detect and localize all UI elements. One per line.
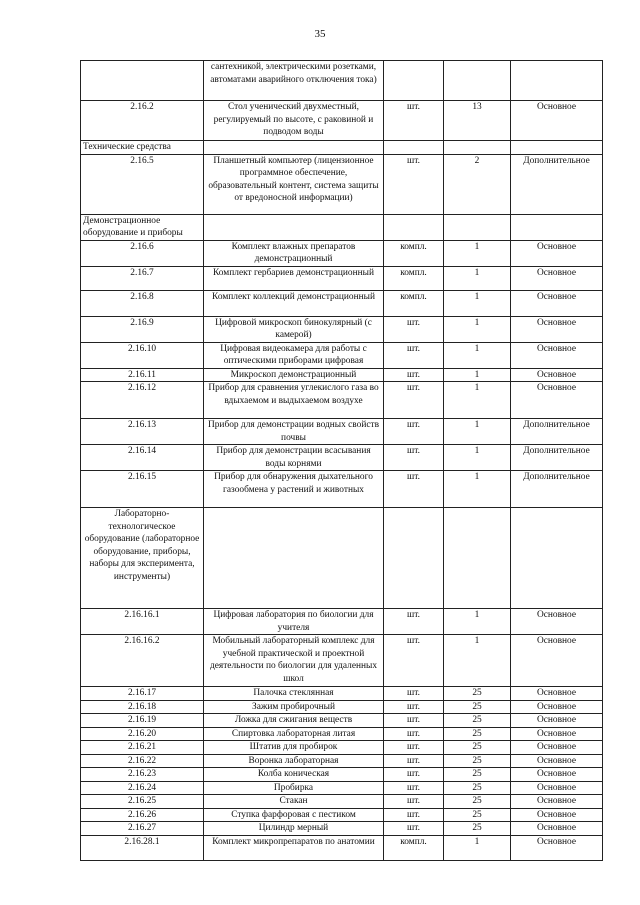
empty-cell: [204, 141, 384, 155]
item-type: Основное: [511, 795, 603, 809]
item-number: 2.16.17: [81, 687, 204, 701]
table-row: [81, 822, 603, 836]
item-name: Зажим пробирочный: [204, 700, 384, 714]
item-type: Основное: [511, 754, 603, 768]
item-type: Основное: [511, 687, 603, 701]
item-quantity: 25: [444, 727, 511, 741]
item-number: 2.16.13: [81, 419, 204, 445]
item-quantity: 25: [444, 687, 511, 701]
item-quantity: 1: [444, 382, 511, 419]
table-row: [81, 687, 603, 701]
table-row: [81, 240, 603, 266]
table-row: [81, 382, 603, 419]
item-number: 2.16.24: [81, 781, 204, 795]
item-unit: шт.: [384, 154, 444, 214]
item-number: 2.16.11: [81, 368, 204, 382]
empty-cell: [511, 508, 603, 609]
item-type: Основное: [511, 700, 603, 714]
item-number: 2.16.26: [81, 808, 204, 822]
section-label: Демонстрационное оборудование и приборы: [81, 214, 204, 240]
item-type: Основное: [511, 316, 603, 342]
item-type: Основное: [511, 266, 603, 290]
item-quantity: 1: [444, 316, 511, 342]
item-unit: шт.: [384, 445, 444, 471]
section-row: [81, 508, 603, 609]
empty-cell: [444, 141, 511, 155]
item-quantity: 1: [444, 419, 511, 445]
item-unit: шт.: [384, 316, 444, 342]
item-number: 2.16.14: [81, 445, 204, 471]
item-unit: шт.: [384, 808, 444, 822]
item-type: Дополнительное: [511, 471, 603, 508]
item-name: Воронка лабораторная: [204, 754, 384, 768]
item-unit: шт.: [384, 687, 444, 701]
section-label: Лабораторно-технологическое оборудование (лабораторное оборудование, приборы, наборы для эксперимента, инструменты): [81, 508, 204, 609]
item-number: 2.16.16.2: [81, 635, 204, 687]
item-number: 2.16.16.1: [81, 609, 204, 635]
item-quantity: 25: [444, 768, 511, 782]
item-name: Пробирка: [204, 781, 384, 795]
item-quantity: 25: [444, 754, 511, 768]
item-unit: шт.: [384, 727, 444, 741]
item-unit: шт.: [384, 609, 444, 635]
item-quantity: 1: [444, 266, 511, 290]
section-row: [81, 214, 603, 240]
item-unit: шт.: [384, 471, 444, 508]
item-quantity: 25: [444, 700, 511, 714]
section-label: Технические средства: [81, 141, 204, 155]
item-quantity: 25: [444, 822, 511, 836]
item-type: Основное: [511, 290, 603, 316]
item-name: Колба коническая: [204, 768, 384, 782]
item-number: 2.16.18: [81, 700, 204, 714]
table-row: [81, 741, 603, 755]
item-quantity: 1: [444, 635, 511, 687]
table-row: [81, 808, 603, 822]
item-unit: шт.: [384, 101, 444, 141]
table-row: [81, 768, 603, 782]
equipment-table: [80, 60, 603, 861]
item-number: 2.16.9: [81, 316, 204, 342]
item-type: Основное: [511, 101, 603, 141]
item-unit: шт.: [384, 795, 444, 809]
table-row: [81, 795, 603, 809]
table-row: [81, 316, 603, 342]
empty-cell: [384, 508, 444, 609]
empty-cell: [511, 214, 603, 240]
item-unit: шт.: [384, 781, 444, 795]
item-type: Основное: [511, 808, 603, 822]
item-quantity: 1: [444, 835, 511, 860]
item-unit: шт.: [384, 714, 444, 728]
item-quantity: 1: [444, 342, 511, 368]
table-row: [81, 154, 603, 214]
item-quantity: 1: [444, 609, 511, 635]
empty-cell: [384, 141, 444, 155]
item-type: Основное: [511, 368, 603, 382]
table-row: [81, 419, 603, 445]
item-unit: шт.: [384, 419, 444, 445]
item-unit: компл.: [384, 290, 444, 316]
item-number: 2.16.5: [81, 154, 204, 214]
item-unit: шт.: [384, 342, 444, 368]
empty-cell: [444, 214, 511, 240]
item-name: Прибор для сравнения углекислого газа во вдыхаемом и выдыхаемом воздухе: [204, 382, 384, 419]
item-type: Основное: [511, 741, 603, 755]
item-name: Спиртовка лабораторная литая: [204, 727, 384, 741]
item-unit: шт.: [384, 768, 444, 782]
table-row: [81, 754, 603, 768]
item-quantity: 13: [444, 101, 511, 141]
item-name: Комплект коллекций демонстрационный: [204, 290, 384, 316]
item-unit: шт.: [384, 635, 444, 687]
item-name: Палочка стеклянная: [204, 687, 384, 701]
item-unit: шт.: [384, 368, 444, 382]
item-unit: шт.: [384, 741, 444, 755]
item-quantity: 1: [444, 368, 511, 382]
item-name: Комплект микропрепаратов по анатомии: [204, 835, 384, 860]
item-unit: компл.: [384, 266, 444, 290]
item-quantity: [444, 61, 511, 101]
item-name: Штатив для пробирок: [204, 741, 384, 755]
item-quantity: 25: [444, 808, 511, 822]
table-row: [81, 368, 603, 382]
item-quantity: 1: [444, 290, 511, 316]
item-number: 2.16.20: [81, 727, 204, 741]
item-type: Основное: [511, 240, 603, 266]
item-quantity: 25: [444, 781, 511, 795]
item-name: Стакан: [204, 795, 384, 809]
item-number: [81, 61, 204, 101]
item-name: Комплект гербариев демонстрационный: [204, 266, 384, 290]
item-name: Ступка фарфоровая с пестиком: [204, 808, 384, 822]
item-type: Основное: [511, 609, 603, 635]
item-name: Цифровая видеокамера для работы с оптическими приборами цифровая: [204, 342, 384, 368]
item-name: Прибор для демонстрации всасывания воды корнями: [204, 445, 384, 471]
item-name: Цилиндр мерный: [204, 822, 384, 836]
empty-cell: [511, 141, 603, 155]
item-number: 2.16.7: [81, 266, 204, 290]
page-number: 35: [314, 28, 326, 40]
table-row: [81, 61, 603, 101]
section-row: [81, 141, 603, 155]
item-name: Микроскоп демонстрационный: [204, 368, 384, 382]
item-type: Основное: [511, 768, 603, 782]
table-row: [81, 445, 603, 471]
item-number: 2.16.21: [81, 741, 204, 755]
item-type: Основное: [511, 342, 603, 368]
table-row: [81, 714, 603, 728]
item-quantity: 1: [444, 240, 511, 266]
table-row: [81, 635, 603, 687]
table-row: [81, 266, 603, 290]
item-quantity: 1: [444, 445, 511, 471]
table-row: [81, 342, 603, 368]
item-number: 2.16.23: [81, 768, 204, 782]
item-number: 2.16.8: [81, 290, 204, 316]
item-name: Прибор для обнаружения дыхательного газообмена у растений и животных: [204, 471, 384, 508]
table-row: [81, 609, 603, 635]
item-name: Цифровая лаборатория по биологии для учителя: [204, 609, 384, 635]
table-row: [81, 727, 603, 741]
item-type: [511, 61, 603, 101]
item-name: Прибор для демонстрации водных свойств почвы: [204, 419, 384, 445]
table-row: [81, 471, 603, 508]
item-number: 2.16.12: [81, 382, 204, 419]
item-type: Основное: [511, 835, 603, 860]
item-type: Основное: [511, 714, 603, 728]
item-type: Основное: [511, 727, 603, 741]
item-quantity: 25: [444, 741, 511, 755]
item-type: Дополнительное: [511, 419, 603, 445]
item-quantity: 2: [444, 154, 511, 214]
item-unit: компл.: [384, 835, 444, 860]
item-number: 2.16.28.1: [81, 835, 204, 860]
table-row: [81, 101, 603, 141]
item-type: Дополнительное: [511, 445, 603, 471]
item-number: 2.16.19: [81, 714, 204, 728]
empty-cell: [204, 508, 384, 609]
item-unit: шт.: [384, 822, 444, 836]
item-number: 2.16.27: [81, 822, 204, 836]
item-number: 2.16.2: [81, 101, 204, 141]
empty-cell: [384, 214, 444, 240]
item-number: 2.16.15: [81, 471, 204, 508]
item-quantity: 25: [444, 795, 511, 809]
item-name: Мобильный лабораторный комплекс для учебной практической и проектной деятельности по биологии для удаленных школ: [204, 635, 384, 687]
empty-cell: [444, 508, 511, 609]
item-unit: компл.: [384, 240, 444, 266]
item-quantity: 1: [444, 471, 511, 508]
item-type: Основное: [511, 781, 603, 795]
item-name: сантехникой, электрическими розетками, автоматами аварийного отключения тока): [204, 61, 384, 101]
item-name: Ложка для сжигания веществ: [204, 714, 384, 728]
item-type: Основное: [511, 822, 603, 836]
item-unit: шт.: [384, 754, 444, 768]
equipment-table-body: [81, 61, 603, 861]
item-name: Стол ученический двухместный, регулируемый по высоте, с раковиной и подводом воды: [204, 101, 384, 141]
empty-cell: [204, 214, 384, 240]
item-name: Цифровой микроскоп бинокулярный (с камерой): [204, 316, 384, 342]
item-type: Основное: [511, 382, 603, 419]
item-number: 2.16.25: [81, 795, 204, 809]
table-row: [81, 781, 603, 795]
table-row: [81, 290, 603, 316]
table-row: [81, 700, 603, 714]
item-name: Планшетный компьютер (лицензионное программное обеспечение, образовательный контент, система защиты от вредоносной информации): [204, 154, 384, 214]
item-type: Дополнительное: [511, 154, 603, 214]
item-number: 2.16.10: [81, 342, 204, 368]
item-unit: шт.: [384, 700, 444, 714]
item-number: 2.16.6: [81, 240, 204, 266]
table-row: [81, 835, 603, 860]
item-type: Основное: [511, 635, 603, 687]
item-number: 2.16.22: [81, 754, 204, 768]
item-quantity: 25: [444, 714, 511, 728]
item-unit: [384, 61, 444, 101]
item-unit: шт.: [384, 382, 444, 419]
item-name: Комплект влажных препаратов демонстрационный: [204, 240, 384, 266]
